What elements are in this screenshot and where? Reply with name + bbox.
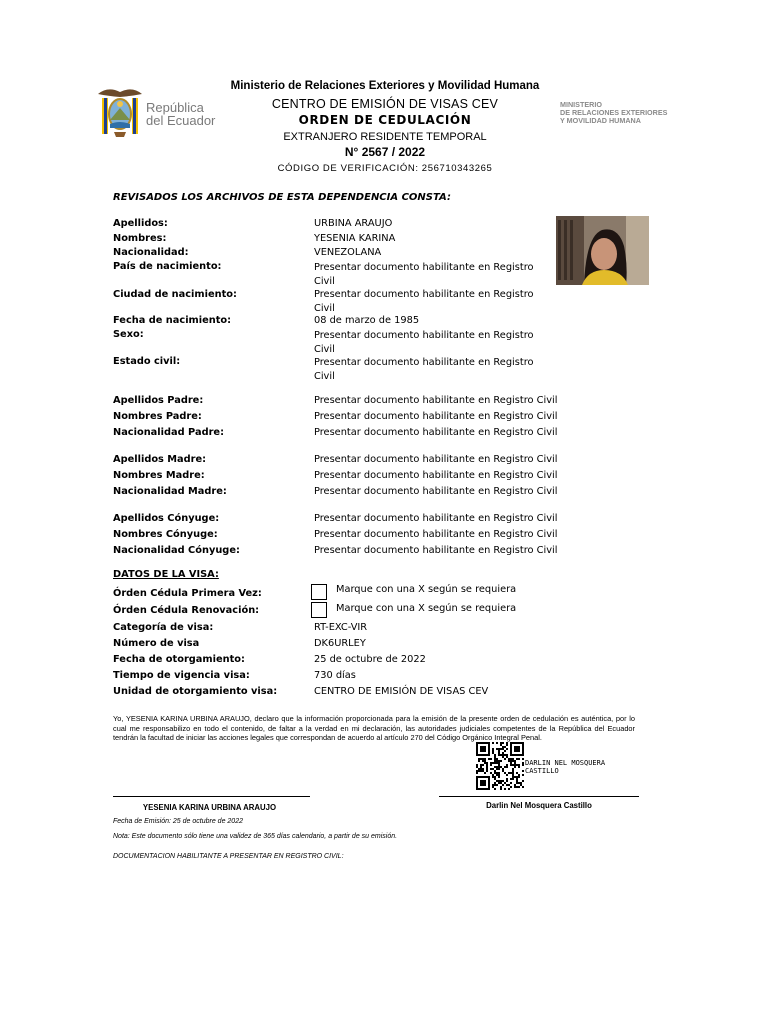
field-label: Apellidos Cónyuge: <box>113 513 220 524</box>
field-value: Presentar documento habilitante en Registro Civil <box>314 454 558 465</box>
center-title: CENTRO DE EMISIÓN DE VISAS CEV <box>271 97 499 111</box>
field-value: Presentar documento habilitante en Registro Civil <box>314 427 558 438</box>
field-value: CENTRO DE EMISIÓN DE VISAS CEV <box>314 686 489 697</box>
field-value: Presentar documento habilitante en Registro Civil <box>314 330 534 355</box>
field-value: URBINA ARAUJO <box>314 218 393 229</box>
field-value: Presentar documento habilitante en Registro Civil <box>314 513 558 524</box>
field-value: Presentar documento habilitante en Registro Civil <box>314 289 534 314</box>
footer-heading: DOCUMENTACION HABILITANTE A PRESENTAR EN REGISTRO CIVIL: <box>113 853 344 860</box>
qr-signer-name: DARLIN NEL MOSQUERA CASTILLO <box>525 759 606 775</box>
field-label: Estado civil: <box>113 356 181 367</box>
field-value: 730 días <box>314 670 356 681</box>
field-value: Presentar documento habilitante en Registro Civil <box>314 486 558 497</box>
field-value: VENEZOLANA <box>314 247 382 258</box>
intro-heading: REVISADOS LOS ARCHIVOS DE ESTA DEPENDENCIA CONSTA: <box>113 192 451 203</box>
field-label: Número de visa <box>113 638 200 649</box>
field-label: Categoría de visa: <box>113 622 214 633</box>
applicant-signature-name: YESENIA KARINA URBINA ARAUJO <box>142 803 277 812</box>
field-value: Presentar documento habilitante en Registro Civil <box>314 470 558 481</box>
first-time-checkbox[interactable] <box>311 584 327 600</box>
ministry-title: Ministerio de Relaciones Exteriores y Movilidad Humana <box>230 80 540 92</box>
order-number: N° 2567 / 2022 <box>344 145 426 159</box>
field-value: YESENIA KARINA <box>314 233 396 244</box>
field-label: Apellidos Madre: <box>113 454 207 465</box>
field-label: Órden Cédula Renovación: <box>113 605 260 616</box>
checkbox-instruction: Marque con una X según se requiera <box>336 584 517 595</box>
field-label: Nombres Madre: <box>113 470 205 481</box>
field-value: Presentar documento habilitante en Registro Civil <box>314 357 534 382</box>
verification-code: CÓDIGO DE VERIFICACIÓN: 256710343265 <box>277 163 493 174</box>
official-signature-name: Darlin Nel Mosquera Castillo <box>486 801 592 810</box>
document-title: ORDEN DE CEDULACIÓN <box>298 113 472 127</box>
official-signature-line <box>439 796 639 797</box>
renewal-checkbox[interactable] <box>311 602 327 618</box>
checkbox-instruction: Marque con una X según se requiera <box>336 603 517 614</box>
field-label: Fecha de otorgamiento: <box>113 654 245 665</box>
field-value: Presentar documento habilitante en Registro Civil <box>314 529 558 540</box>
validity-note: Nota: Este documento sólo tiene una validez de 365 días calendario, a partir de su emisión. <box>113 833 398 840</box>
field-label: Nacionalidad: <box>113 247 189 258</box>
field-value: Presentar documento habilitante en Registro Civil <box>314 545 558 556</box>
field-label: Nacionalidad Cónyuge: <box>113 545 240 556</box>
field-value: 25 de octubre de 2022 <box>314 654 426 665</box>
field-label: Apellidos: <box>113 218 168 229</box>
visa-section-heading: DATOS DE LA VISA: <box>113 569 219 580</box>
field-label: Apellidos Padre: <box>113 395 204 406</box>
issue-date: Fecha de Emisión: 25 de octubre de 2022 <box>113 818 243 825</box>
qr-code <box>476 742 524 790</box>
field-label: Sexo: <box>113 329 144 340</box>
field-label: Órden Cédula Primera Vez: <box>113 588 262 599</box>
field-label: Fecha de nacimiento: <box>113 315 232 326</box>
field-label: País de nacimiento: <box>113 261 222 272</box>
field-label: Tiempo de vigencia visa: <box>113 670 250 681</box>
field-value: RT-EXC-VIR <box>314 622 368 633</box>
country-name: República del Ecuador <box>146 100 216 128</box>
field-value: Presentar documento habilitante en Registro Civil <box>314 262 534 287</box>
field-value: Presentar documento habilitante en Registro Civil <box>314 395 558 406</box>
field-label: Nacionalidad Madre: <box>113 486 227 497</box>
ecuador-coat-of-arms <box>94 84 146 140</box>
field-value: DK6URLEY <box>314 638 366 649</box>
field-label: Ciudad de nacimiento: <box>113 289 237 300</box>
field-label: Unidad de otorgamiento visa: <box>113 686 278 697</box>
field-label: Nombres: <box>113 233 167 244</box>
field-value: 08 de marzo de 1985 <box>314 315 420 326</box>
document-subtitle: EXTRANJERO RESIDENTE TEMPORAL <box>283 131 487 143</box>
field-value: Presentar documento habilitante en Registro Civil <box>314 411 558 422</box>
field-label: Nombres Padre: <box>113 411 202 422</box>
ministry-logo: MINISTERIO DE RELACIONES EXTERIORES Y MOVILIDAD HUMANA <box>560 100 668 125</box>
field-label: Nombres Cónyuge: <box>113 529 218 540</box>
declaration-text: Yo, YESENIA KARINA URBINA ARAUJO, declaro que la información proporcionada para la emisión de la presente orden de cedulación es auténtica, por lo cual me responsabilizo en todo el contenido, de faltar a la verdad en mi declaración, las autoridades judiciales competentes de la República del Ecuador tendrán la facultad de iniciar las acciones legales que correspondan de acuerdo al artículo 270 del Código Orgánico Integral Penal. <box>113 714 635 743</box>
applicant-signature-line <box>113 796 310 797</box>
applicant-photo <box>556 216 649 285</box>
field-label: Nacionalidad Padre: <box>113 427 224 438</box>
